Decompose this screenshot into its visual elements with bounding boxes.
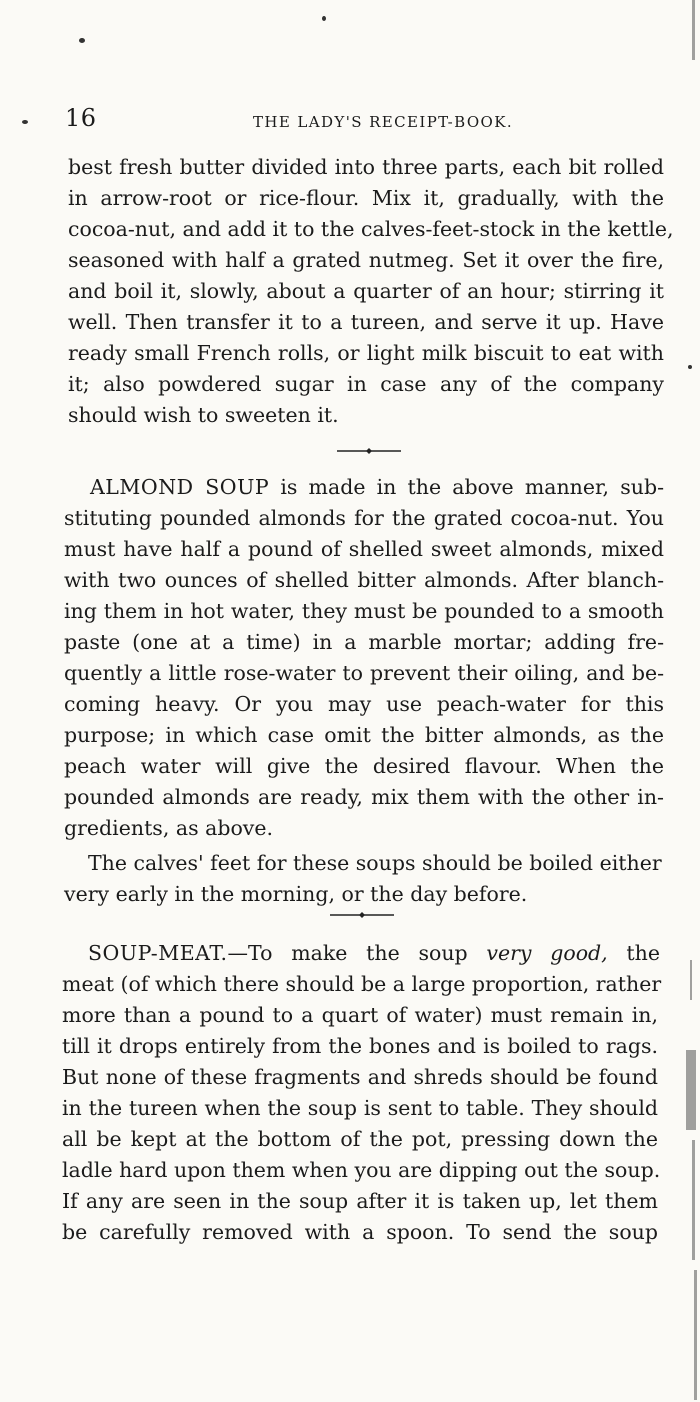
text-line: with two ounces of shelled bitter almonds. After blanch-	[64, 568, 664, 592]
text-line: ladle hard upon them when you are dipping out the soup.	[62, 1158, 661, 1182]
emphasis-text: very good,	[486, 941, 608, 965]
text-line: all be kept at the bottom of the pot, pressing down the	[62, 1127, 658, 1151]
text-line: it; also powdered sugar in case any of the company	[68, 372, 664, 396]
text-line: gredients, as above.	[64, 816, 274, 840]
text-line	[90, 472, 664, 503]
text-line: ing them in hot water, they must be pounded to a smooth	[64, 599, 664, 623]
recipe-heading: SOUP-MEAT.	[88, 941, 228, 965]
text-line: best fresh butter divided into three parts, each bit rolled	[68, 155, 664, 179]
text-line: must have half a pound of shelled sweet almonds, mixed	[64, 537, 664, 561]
text-line: cocoa-nut, and add it to the calves-feet-stock in the kettle,	[68, 217, 674, 241]
text-line: purpose; in which case omit the bitter almonds, as the	[64, 723, 664, 747]
text-line: well. Then transfer it to a tureen, and serve it up. Have	[68, 310, 664, 334]
text-line-rest: —To make the soup	[227, 941, 487, 965]
section-divider	[337, 446, 401, 456]
text-line: If any are seen in the soup after it is taken up, let them	[62, 1189, 658, 1213]
text-line: pounded almonds are ready, mix them with the other in-	[64, 785, 664, 809]
page-number: 16	[65, 104, 97, 132]
text-line: coming heavy. Or you may use peach-water for this	[64, 692, 664, 716]
text-line: But none of these fragments and shreds should be found	[62, 1065, 658, 1089]
text-line: meat (of which there should be a large proportion, rather	[62, 972, 662, 996]
section-divider	[330, 910, 394, 920]
recipe-heading: ALMOND SOUP	[90, 475, 270, 499]
page-header	[60, 104, 664, 138]
text-line: seasoned with half a grated nutmeg. Set it over the fire,	[68, 248, 664, 272]
text-line: in the tureen when the soup is sent to table. They should	[62, 1096, 658, 1120]
text-line: in arrow-root or rice-flour. Mix it, gradually, with the	[68, 186, 664, 210]
running-title: THE LADY'S RECEIPT-BOOK.	[253, 113, 513, 131]
ink-speck	[22, 120, 28, 124]
text-line-rest: is made in the above manner, sub-	[269, 475, 665, 499]
ink-speck	[79, 38, 85, 43]
text-line: paste (one at a time) in a marble mortar; adding fre-	[64, 630, 664, 654]
text-line: quently a little rose-water to prevent their oiling, and be-	[64, 661, 664, 685]
text-line: till it drops entirely from the bones and is boiled to rags.	[62, 1034, 658, 1058]
text-line: The calves' feet for these soups should be boiled either	[88, 851, 662, 875]
text-line: should wish to sweeten it.	[68, 403, 339, 427]
text-line: more than a pound to a quart of water) must remain in,	[62, 1003, 658, 1027]
text-line: and boil it, slowly, about a quarter of an hour; stirring it	[68, 279, 664, 303]
text-line: stituting pounded almonds for the grated cocoa-nut. You	[64, 506, 664, 530]
text-line	[88, 938, 660, 969]
scan-edge-noise	[670, 0, 700, 1402]
text-line: be carefully removed with a spoon. To send the soup	[62, 1220, 658, 1244]
text-line: ready small French rolls, or light milk biscuit to eat with	[68, 341, 664, 365]
text-line-rest: the	[607, 941, 660, 965]
text-line: very early in the morning, or the day before.	[64, 882, 528, 906]
ink-speck	[322, 16, 326, 21]
text-line: peach water will give the desired flavour. When the	[64, 754, 664, 778]
